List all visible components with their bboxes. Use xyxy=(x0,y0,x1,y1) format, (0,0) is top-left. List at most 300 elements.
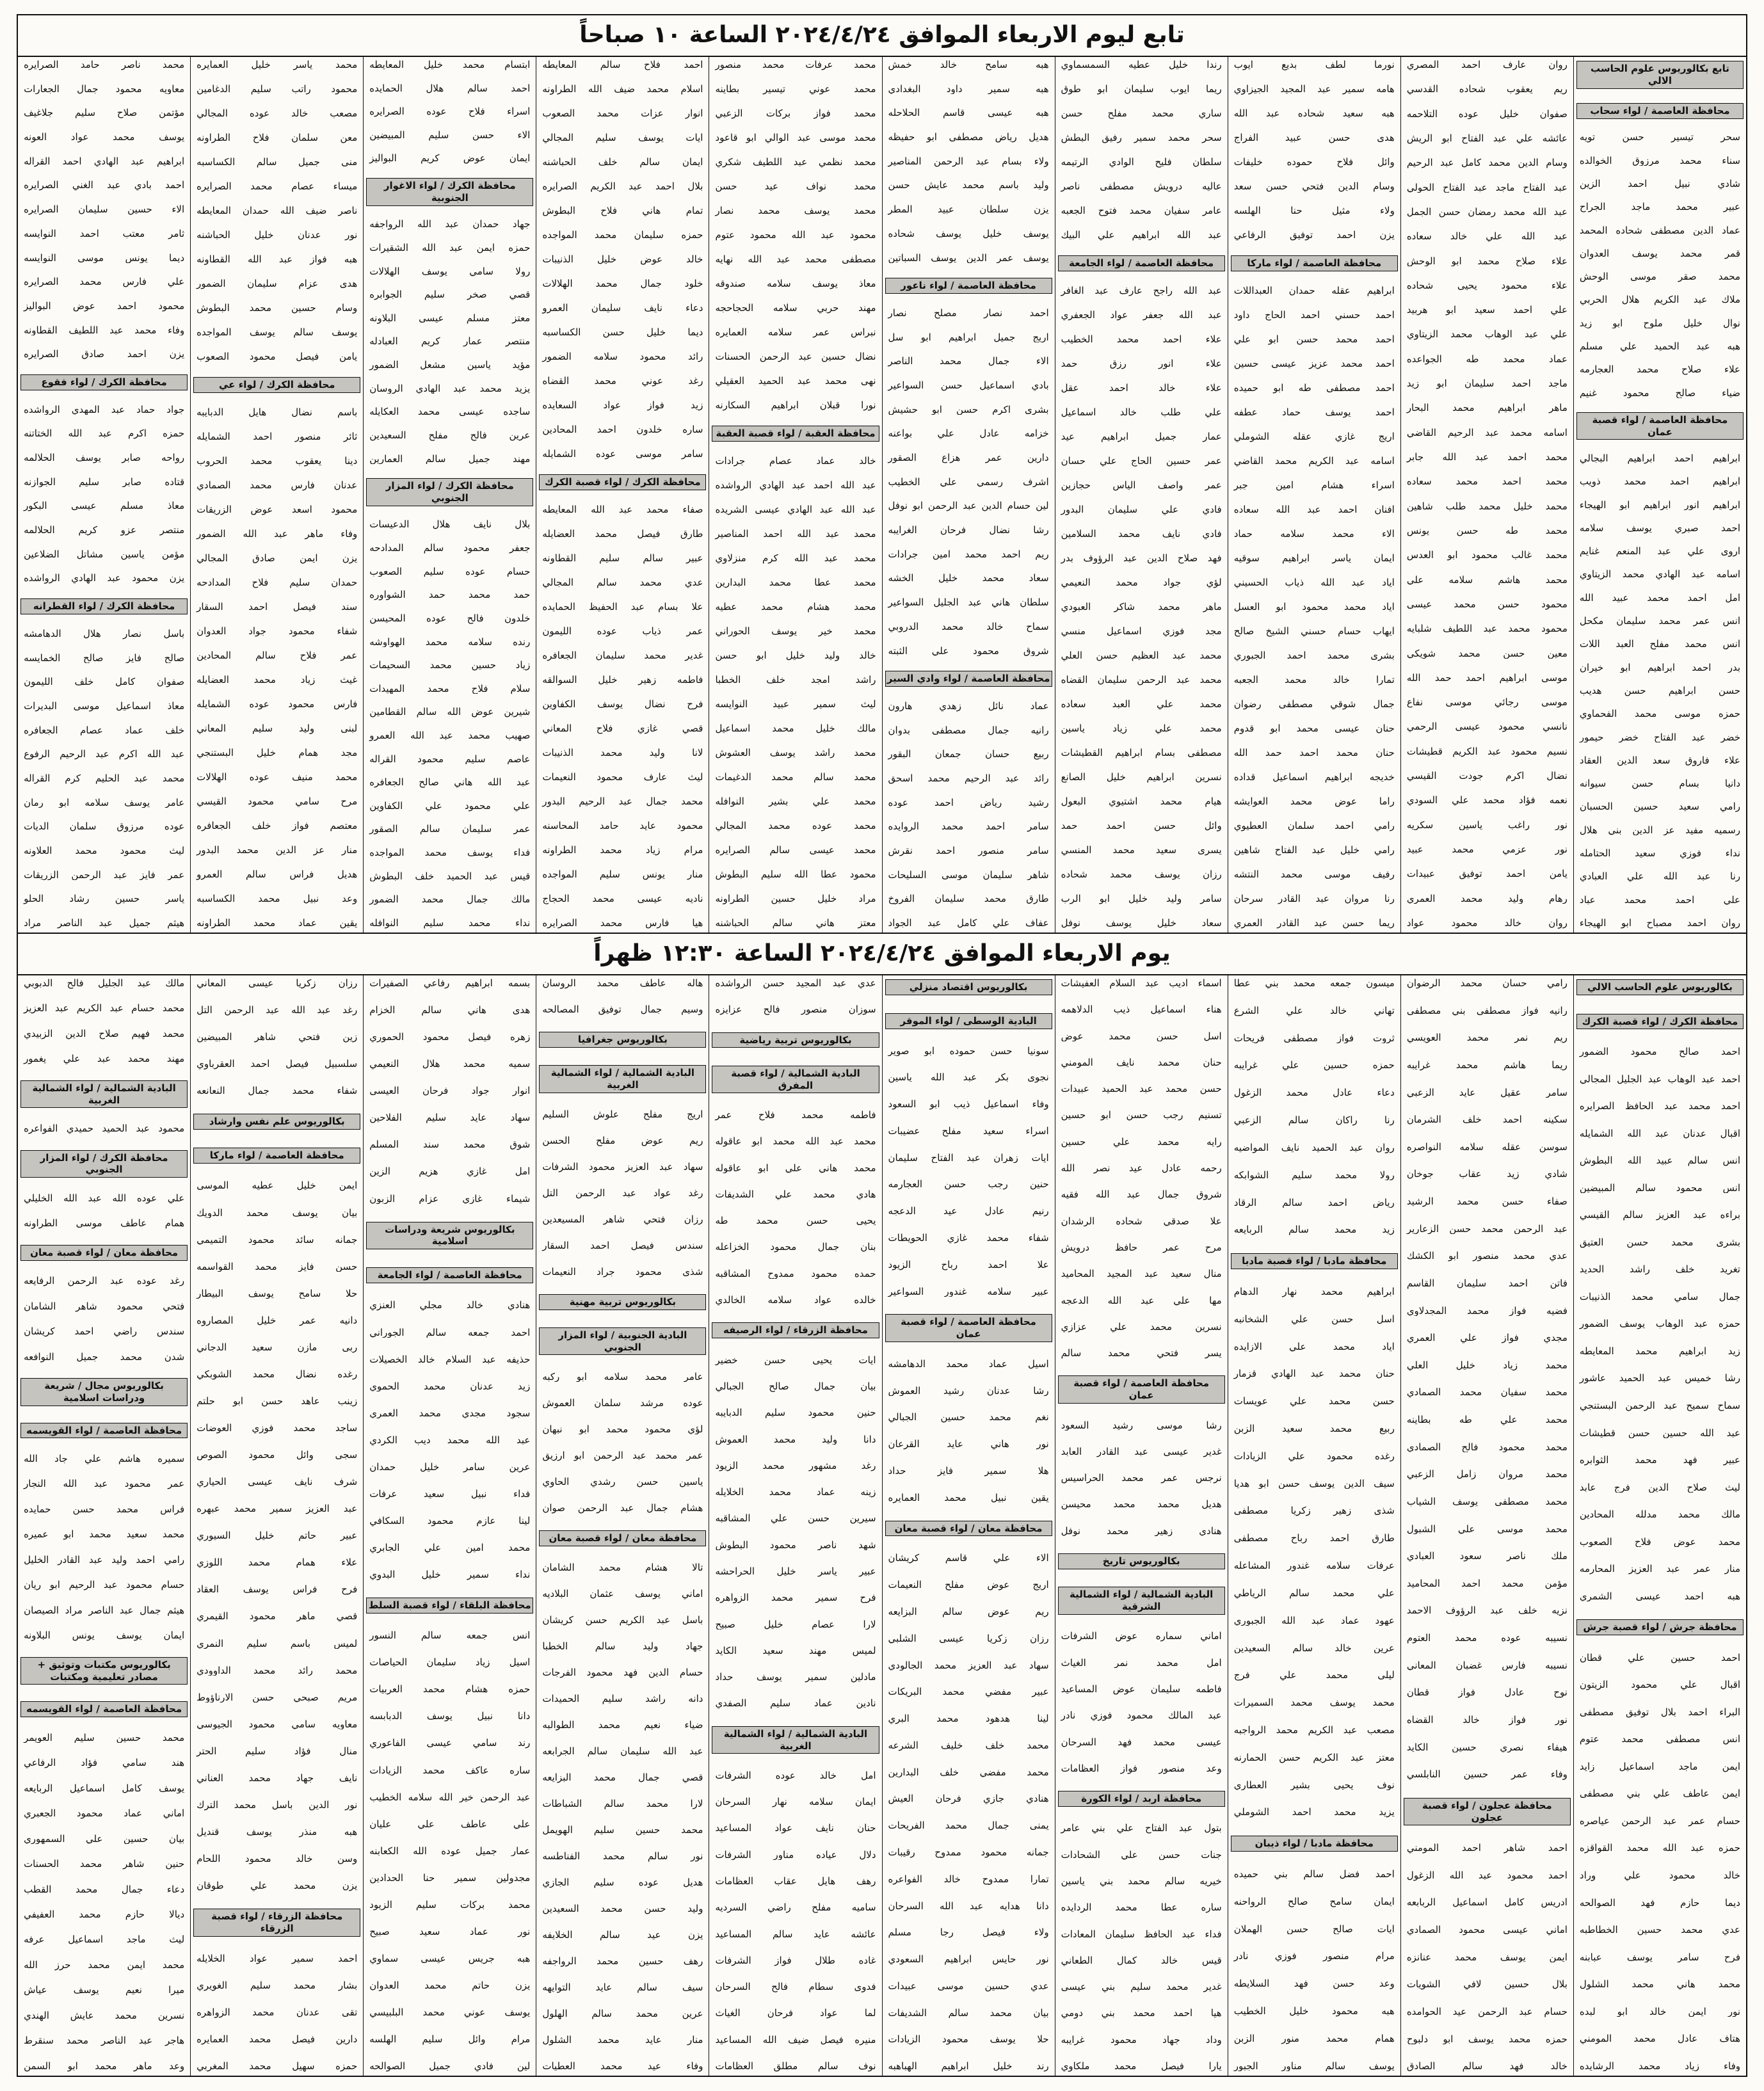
name-row: شاهر سليمان موسى السليحات xyxy=(888,870,1049,881)
name-row: نداء محمد سليم النوافله xyxy=(369,918,531,929)
name-row: وائل فلاح حموده خليفات xyxy=(1233,157,1395,168)
name-row: يزن ايمن صادق المجالي xyxy=(196,554,358,564)
name-row: منار عز الدين محمد البدور xyxy=(196,845,358,856)
section-header: محافظة مادبا / لواء قصبة مادبا xyxy=(1231,1253,1398,1269)
name-row: وفاء ماهر عبد الله الضمور xyxy=(196,529,358,540)
name-row: عدي عبد المجيد حسن الرواشده xyxy=(715,979,876,989)
names-column xyxy=(709,975,881,2076)
name-row: يحيى حسن محمد طه xyxy=(715,1216,876,1226)
name-row: حمزه محمد يوسف ابو دلبوح xyxy=(1406,2034,1568,2045)
name-row: مجدولين سمير حنا الحدادين xyxy=(369,1873,531,1884)
name-row: محمد عرفات محمد منصور xyxy=(715,60,876,70)
name-row: مرح عمر حافظ درويش xyxy=(1061,1242,1222,1253)
name-row: ساري محمد مفلح حسن xyxy=(1061,109,1222,119)
name-row: نسيبه عوده محمد العتوم xyxy=(1406,1633,1568,1644)
name-row: اياد محمد محمود ابو العسل xyxy=(1233,602,1395,613)
name-row: احمد عبد الوهاب عبد الجليل المجالي xyxy=(1579,1074,1740,1085)
names-column xyxy=(18,975,190,2076)
name-row: ابراهيم محمد نهار الدهام xyxy=(1233,1286,1395,1297)
name-row: وعد منصور فواز العظامات xyxy=(1061,1763,1222,1774)
name-row: يارا فيصل محمد ملكاوي xyxy=(1061,2062,1222,2072)
name-row: ايات يوسف سليم المجالي xyxy=(542,133,703,143)
section-header: محافظة عجلون / لواء قصبة عجلون xyxy=(1404,1798,1571,1826)
name-row: محمد امين علي الجابري xyxy=(369,1543,531,1553)
name-row: مصعب خالد عوده المجالي xyxy=(196,109,358,119)
banner-noon-session: يوم الاربعاء الموافق ٢٠٢٤/٤/٢٤ الساعة ١٢:٣٠ ظهراً xyxy=(18,933,1746,975)
name-row: انس مصطفى محمد عتوم xyxy=(1579,1734,1740,1745)
name-row: محمد عوني تيسير بطاينه xyxy=(715,84,876,95)
name-row: ثائر منصور احمد الشمايله xyxy=(196,432,358,442)
name-row: احمد يوسف حماد عطفه xyxy=(1233,408,1395,418)
name-row: ابراهيم انور ابراهيم ابو الهيجاء xyxy=(1579,500,1740,511)
name-row: باسل عبد الكريم حسن كريشان xyxy=(542,1615,703,1626)
name-row: عاصم سليم محمود القراله xyxy=(369,754,531,765)
name-row: بلال حسين لافي الشويات xyxy=(1406,1980,1568,1990)
name-row: هنادي خالد مجلي العنزي xyxy=(369,1301,531,1311)
name-row: شيرين عوض الله سالم القطامين xyxy=(369,707,531,718)
name-row: علاء احمد محمد الخطيب xyxy=(1061,335,1222,345)
name-row: جعفر محمود سالم المدادحه xyxy=(369,543,531,554)
name-row: شفاء محمد جمال النعانعه xyxy=(196,1086,358,1096)
name-row: علاء صلاح محمد العجارمه xyxy=(1579,365,1740,376)
name-row: رسميه مفيد عز الدين بني هلال xyxy=(1579,825,1740,836)
name-row: نسيم محمود عبد الكريم قطيشات xyxy=(1406,746,1568,757)
name-row: ميساء عصام محمد الصرايره xyxy=(196,182,358,192)
name-row: اريج غازي عقله الشوملي xyxy=(1233,432,1395,442)
name-row: هبه محمود خليل الخطيب xyxy=(1233,2007,1395,2017)
name-row: محمد حسين سليم الهويمل xyxy=(542,1825,703,1836)
name-row: رغد عبد الله عبد الرحمن التل xyxy=(196,1005,358,1016)
name-row: امل محمد نمر الغياث xyxy=(1061,1658,1222,1669)
name-row: نسيبه فارس غضبان المعاني xyxy=(1406,1660,1568,1671)
name-row: تمارا ممدوح خالد الفواعره xyxy=(888,1874,1049,1885)
name-row: جهاد وليد سالم الخطبا xyxy=(542,1641,703,1652)
name-row: مرام وائل سليم الهلسه xyxy=(369,2035,531,2045)
section-header: محافظة معان / لواء قصبة معان xyxy=(885,1521,1052,1537)
name-row: ايهاب حسام حسني الشيخ صالح xyxy=(1233,627,1395,637)
name-row: اسامه عبد الكريم محمد القاضي xyxy=(1233,456,1395,467)
name-row: بنان جمال محمود الخزاعله xyxy=(715,1242,876,1253)
section-header: البادية الشمالية / لواء الشمالية الشرقية xyxy=(1058,1587,1225,1615)
name-row: رغده نضال محمد الشوبكي xyxy=(196,1369,358,1380)
name-row: عبير ياسر خليل الحراحشه xyxy=(715,1566,876,1577)
section-header: محافظة الكرك / لواء عي xyxy=(193,377,360,393)
name-row: حنين رجب حسن العجارمه xyxy=(888,1180,1049,1190)
name-row: دينا يعقوب محمد الحروب xyxy=(196,456,358,467)
name-row: طارق محمد سليمان الفروخ xyxy=(888,894,1049,905)
name-row: شروق محمود علي الثبته xyxy=(888,646,1049,657)
name-row: نوف سالم مطلق العظامات xyxy=(715,2062,876,2072)
name-row: احمد محمد حسن ابو علي xyxy=(1233,335,1395,345)
name-row: زين فتحي شاهر المبيضين xyxy=(196,1032,358,1043)
name-row: رايه محمد علي حسين xyxy=(1061,1137,1222,1148)
name-row: صفوان خليل عوده التلاحمه xyxy=(1406,109,1568,120)
name-row: لين حسام الدين عبد الرحمن ابو نوفل xyxy=(888,501,1049,512)
name-row: معاذ مسلم عيسى البكور xyxy=(24,501,185,512)
name-row: سونيا حسن حموده ابو صوير xyxy=(888,1046,1049,1057)
name-row: عرين خالد سالم السعيدين xyxy=(1233,1643,1395,1654)
name-row: محمد فهيم صلاح الدين الزبيدي xyxy=(24,1029,185,1039)
name-row: حسن محمد علي عويسات xyxy=(1233,1397,1395,1407)
name-row: هدى هاني سالم الخزام xyxy=(369,1005,531,1016)
name-row: افنان احمد عبد الله سعاده xyxy=(1233,505,1395,515)
name-row: عبد الرحمن خير الله سلامه الخطيب xyxy=(369,1792,531,1803)
name-row: فادي علي سليمان البدور xyxy=(1061,505,1222,515)
name-row: منال سعيد عبد المجيد المحاميد xyxy=(1061,1269,1222,1280)
name-row: محمد هاني علي ابو عاقوله xyxy=(715,1163,876,1174)
name-row: اسماء اديب عبد السلام العفيشات xyxy=(1061,979,1222,989)
name-row: روان احمد مصباح ابو الهيجاء xyxy=(1579,918,1740,929)
name-row: مريم صبحي حسن الارناؤوط xyxy=(196,1692,358,1703)
name-row: سكينه احمد خلف الشرمان xyxy=(1406,1115,1568,1125)
name-row: سامر وليد خليل ابو الرب xyxy=(1061,894,1222,904)
name-row: محمد زياد خليل العلي xyxy=(1406,1360,1568,1371)
name-row: سناء محمد مرزوق الخوالده xyxy=(1579,156,1740,166)
name-row: سوزان منصور فالح عزايزه xyxy=(715,1005,876,1016)
name-row: وسام حسين محمد البطوش xyxy=(196,303,358,314)
name-row: غاده طلال فواز الشرفات xyxy=(715,1955,876,1966)
name-row: دانا هدايه عبد الله السرحان xyxy=(888,1901,1049,1912)
name-row: ايمن خليل عطيه الموسى xyxy=(196,1181,358,1192)
name-row: احمد نصار مصلح نصار xyxy=(888,308,1049,319)
name-row: نور عدنان خليل الحباشنه xyxy=(196,230,358,241)
name-row: مجدي فواز علي العمري xyxy=(1406,1333,1568,1343)
name-row: هبه فواز عبد الله القطاونه xyxy=(196,255,358,265)
name-row: يزن عيد سالم الخلايفه xyxy=(542,1930,703,1941)
name-row: يزيد محمد احمد الشوملي xyxy=(1233,1807,1395,1818)
name-row: الاء حسن سليم المبيضين xyxy=(369,130,531,141)
section-header: البادية الجنوبية / لواء المزار الجنوبي xyxy=(539,1327,706,1356)
name-row: سلطان هاني عبد الجليل السواعير xyxy=(888,598,1049,608)
name-row: نسرين محمد عايش الهندي xyxy=(24,2010,185,2021)
section-header: محافظة جرش / لواء قصبة جرش xyxy=(1576,1619,1744,1635)
name-row: وسام الدين محمد كامل عبد الرحيم xyxy=(1406,158,1568,168)
name-row: اريج جميل ابراهيم ابو سل xyxy=(888,332,1049,343)
name-row: احمد بادي عبد الغني الصرايره xyxy=(24,180,185,191)
name-row: ولاء بسام عبد الرحمن المناصير xyxy=(888,156,1049,167)
name-row: ماهر ابراهيم محمد البحار xyxy=(1406,403,1568,414)
name-row: مهند جميل سالم العمارين xyxy=(369,454,531,465)
name-row: ملك ناصر سعود العبادي xyxy=(1406,1551,1568,1562)
name-row: علي فارس محمد الصرايره xyxy=(24,277,185,287)
name-row: سحر محمد سمير رفيق البطش xyxy=(1061,133,1222,143)
name-row: رائد محمود سلامه الضمور xyxy=(542,352,703,362)
name-row: صفاء حسن محمد الرشيد xyxy=(1406,1197,1568,1207)
name-row: محمود حسن محمد عيسى xyxy=(1406,599,1568,610)
section-header: البادية الشمالية / لواء الشمالية الغربية xyxy=(539,1065,706,1093)
name-row: رنا عبد الله علي العبادي xyxy=(1579,872,1740,883)
name-row: يوسف سالم يوسف المواجده xyxy=(196,328,358,338)
name-row: محمد احمد عبد الله جابر xyxy=(1406,453,1568,463)
name-row: حمزه عبد الله محمد القواقزه xyxy=(1579,1843,1740,1854)
name-row: عهود عماد عبد الله الجبوري xyxy=(1233,1615,1395,1626)
name-row: محمد صقر موسى الوحش xyxy=(1579,272,1740,282)
name-row: سجود مجدي محمد العمري xyxy=(369,1408,531,1419)
names-column xyxy=(536,975,709,2076)
name-row: ابراهيم احمد ابراهيم البجالي xyxy=(1579,453,1740,464)
name-row: عمر سليمان سالم الصقور xyxy=(369,824,531,835)
name-row: محمد طه حسن يونس xyxy=(1406,525,1568,536)
names-column xyxy=(363,57,536,933)
name-row: حمدان سليم فلاح المدادحه xyxy=(196,578,358,588)
name-row: محمود راتب سليم الدغامين xyxy=(196,84,358,95)
name-row: مالك عبد الجليل فالح الدبوبي xyxy=(24,979,185,989)
name-row: لؤي محمود محمد ابو نبهان xyxy=(542,1424,703,1435)
section-header: محافظة الكرك / لواء المزار الجنوبي xyxy=(20,1150,188,1178)
name-row: ضياء صالح محمود غنيم xyxy=(1579,388,1740,399)
name-row: ابتسام محمد خليل المعايطه xyxy=(369,60,531,70)
name-row: معتصم فواز خلف الجعافره xyxy=(196,821,358,831)
name-row: زيد عدنان محمد الحموي xyxy=(369,1381,531,1392)
section-header: محافظة العاصمة / لواء الجامعة xyxy=(366,1267,533,1283)
name-row: ديما حازم فهد الصوالحه xyxy=(1579,1898,1740,1909)
name-row: محمد موسى علي الشبول xyxy=(1406,1524,1568,1535)
name-row: زياد حسين محمد السحيمات xyxy=(369,661,531,671)
name-row: رغد مشهور محمد الزيود xyxy=(715,1461,876,1471)
name-row: يزن سلطان عبيد المطر xyxy=(888,205,1049,215)
name-row: سامر عقيل عايد الزعبي xyxy=(1406,1087,1568,1098)
name-row: سلسبيل فيصل احمد العقرباوي xyxy=(196,1059,358,1070)
name-row: رياض احمد سالم الرقاد xyxy=(1233,1198,1395,1208)
name-row: سيرين حسن علي المشاقبه xyxy=(715,1514,876,1525)
name-row: محمد رائد محمد الداوودي xyxy=(196,1665,358,1676)
name-row: يمنى جمال محمد الفريحات xyxy=(888,1821,1049,1831)
name-row: روان عارف احمد المصري xyxy=(1406,60,1568,70)
name-row: رند سامي عيسى الفاعوري xyxy=(369,1738,531,1749)
name-row: انس عمر محمد سليمان مكحل xyxy=(1579,616,1740,627)
name-row: وعد حسن فهد السلايطه xyxy=(1233,1979,1395,1989)
name-row: وليد حسن محمد السعيدين xyxy=(542,1904,703,1914)
name-row: عدي محمد حسين الخطاطبه xyxy=(1579,1925,1740,1935)
name-row: بلال احمد عبد الكريم الصرايره xyxy=(542,182,703,192)
name-row: ربيع حسان جمعان البقور xyxy=(888,749,1049,760)
name-row: خديجه ابراهيم اسماعيل قداده xyxy=(1233,773,1395,783)
name-row: يزن محمد علي طوقان xyxy=(196,1881,358,1891)
name-row: هيا فارس محمد الصرايره xyxy=(542,918,703,929)
section-header: محافظة العاصمة / لواء القويسمه xyxy=(20,1701,188,1717)
name-row: اسراء سعيد مفلح عضيبات xyxy=(888,1126,1049,1137)
name-row: منار يونس سليم المواجده xyxy=(542,870,703,880)
name-row: حسن فايز محمد القواسمه xyxy=(196,1262,358,1272)
name-row: ولاء فيصل رجا مسلم xyxy=(888,1928,1049,1939)
name-row: رشا موسى رشيد السعود xyxy=(1061,1420,1222,1431)
name-row: محمود اسعد عوض الزريقات xyxy=(196,505,358,515)
name-row: وعد نبيل محمد الكساسبه xyxy=(196,894,358,904)
name-row: علا صدقي شحاده الرشدان xyxy=(1061,1216,1222,1227)
section-header: البادية الشمالية / لواء الشمالية الغربية xyxy=(712,1726,879,1754)
name-row: اسامه عبد الهادي محمد الزيتاوي xyxy=(1579,570,1740,581)
name-row: عبد الله ابراهيم علي البيك xyxy=(1061,230,1222,241)
name-row: زينه عماد محمد الخلايله xyxy=(715,1487,876,1498)
name-row: قتاده صابر سليم الجوازنه xyxy=(24,477,185,488)
name-row: نانسي محمود عيسى الرحمي xyxy=(1406,722,1568,733)
name-row: محمد سعيد محمد ابو عميره xyxy=(24,1530,185,1541)
name-row: عمر فايز عبد الرحمن الزريقات xyxy=(24,870,185,881)
name-row: رامي خليل عبد الفتاح شاهين xyxy=(1233,845,1395,856)
name-row: احمد مصطفى طه ابو حميده xyxy=(1233,383,1395,394)
name-row: هبه عيسى قاسم الحلاحله xyxy=(888,108,1049,119)
name-row: علاء انور رزق حمد xyxy=(1061,359,1222,369)
name-row: محمد علي طه بطاينه xyxy=(1406,1415,1568,1425)
name-row: علاء فاروق سعد الدين العقاد xyxy=(1579,755,1740,766)
name-row: ليث عارف محمود النعيمات xyxy=(542,773,703,783)
name-row: زيد ابراهيم محمد المعايطه xyxy=(1579,1346,1740,1357)
name-row: زهره فيصل محمود الحموري xyxy=(369,1032,531,1043)
name-row: نورا قبلان ابراهيم السكارنه xyxy=(715,401,876,411)
name-row: محمد عبد العظيم حسن العلي xyxy=(1061,651,1222,661)
name-row: شادي زيد عقاب جوخان xyxy=(1406,1169,1568,1180)
name-row: عبير فهد محمد الثوابره xyxy=(1579,1455,1740,1466)
name-row: بادي اسماعيل حسن السواعير xyxy=(888,380,1049,391)
name-row: محمد هاني محمد الشلول xyxy=(1579,1980,1740,1990)
name-row: مالك خليل محمد اسماعيل xyxy=(715,724,876,734)
name-row: منار عمر عبد العزيز المحارمه xyxy=(1579,1564,1740,1574)
name-row: شدن محمد جميل النوافعه xyxy=(24,1352,185,1363)
name-row: محمد احمد محمد سعاده xyxy=(1406,477,1568,488)
name-row: محمد علي بشير النوافله xyxy=(715,797,876,807)
name-row: محمود عبد الحميد حميدي الفواعره xyxy=(24,1124,185,1134)
name-row: احمد محمد عزيز عيسى حسين xyxy=(1233,359,1395,369)
name-row: مجد همام خليل البستنجي xyxy=(196,748,358,758)
section-header: بكالوريوس علوم الحاسب الالي xyxy=(1576,979,1744,995)
name-row: هيفاء نصري حسين الكايد xyxy=(1406,1742,1568,1753)
section-header: تابع بكالوريوس علوم الحاسب الالي xyxy=(1576,61,1744,89)
name-row: اسلام محمد ضيف الله الطراونه xyxy=(542,84,703,95)
name-row: منتصر عزو كريم الحلالمه xyxy=(24,525,185,536)
names-column xyxy=(18,57,190,933)
section-header: البادية الشمالية / لواء قصبة المفرق xyxy=(712,1066,879,1094)
name-row: هنادي جازي فرحان العيش xyxy=(888,1794,1049,1805)
name-row: شفاء محمود جواد العدوان xyxy=(196,627,358,637)
name-row: حنان نايف عواد المساعيد xyxy=(715,1823,876,1834)
name-row: معتز هاني سالم الحباشنه xyxy=(715,918,876,929)
name-row: عبير سلامه غندور السواعير xyxy=(888,1286,1049,1297)
name-row: بشار محمد سليم الغويري xyxy=(196,1981,358,1991)
name-row: علي عاطف علي عليان xyxy=(369,1819,531,1830)
name-row: يوسف محمد عواد العونه xyxy=(24,132,185,143)
name-row: محمد عوض فلاح الصعوب xyxy=(1579,1537,1740,1548)
name-row: ايمان سلامه نهار السرحان xyxy=(715,1797,876,1807)
name-row: معاذ اسماعيل موسى البديرات xyxy=(24,701,185,712)
name-row: عمر فلاح سالم المحادين xyxy=(196,651,358,661)
name-row: ديما خليل حسن الكساسبه xyxy=(542,328,703,338)
section-header: بكالوريوس مكتبات وتوثيق + مصادر تعليمية ومكتبات xyxy=(20,1657,188,1685)
name-row: محمد نواف عيد حسن xyxy=(715,182,876,192)
name-row: فهد صلاح الدين عبد الرؤوف بدر xyxy=(1061,554,1222,564)
names-grid-noon xyxy=(18,975,1746,2076)
names-column xyxy=(536,57,709,933)
name-row: بسمه ابراهيم رفاعي الصفيرات xyxy=(369,979,531,989)
name-row: ليث ماجد اسماعيل عرفه xyxy=(24,1935,185,1946)
name-row: منار عايد محمد الشلول xyxy=(542,2035,703,2046)
name-row: فرح سمير محمد الزواهره xyxy=(715,1593,876,1604)
name-row: سندس فيصل احمد السقار xyxy=(542,1240,703,1251)
name-row: جمال سامي محمد الذنيبات xyxy=(1579,1292,1740,1302)
name-row: هيثم جمال عبد الناصر مراد الصيصان xyxy=(24,1605,185,1616)
name-row: ايمن يوسف محمد عنانزه xyxy=(1406,1952,1568,1963)
name-row: عماد الدين مصطفى شحاده المحمد xyxy=(1579,225,1740,236)
name-row: علاء محمود يحيى شحاده xyxy=(1406,280,1568,291)
name-row: حسام الدين فهد محمود الفرجات xyxy=(542,1667,703,1678)
name-row: يوسف كامل اسماعيل الربايعه xyxy=(24,1783,185,1794)
name-row: عبد الله حسين حسن قطيشات xyxy=(1579,1428,1740,1439)
name-row: رشا نضال فرحان الغرايبه xyxy=(888,525,1049,536)
name-row: وسيم جمال توفيق المصالحه xyxy=(542,1005,703,1015)
name-row: رانيه فواز مصطفى بني مصطفى xyxy=(1406,1005,1568,1016)
name-row: محمد ناصر حامد الصرايره xyxy=(24,60,185,70)
name-row: اريج مفلح علوش السليم xyxy=(542,1109,703,1120)
name-row: محمد منيف عوده الهلالات xyxy=(196,773,358,783)
name-row: شهد ناصر محمود البطوش xyxy=(715,1540,876,1551)
name-row: نغم محمد حسين الجبالي xyxy=(888,1413,1049,1423)
name-row: انس محمد مفلح العبد اللات xyxy=(1579,639,1740,650)
name-row: محمد موسى عبد الوالي ابو قاعود xyxy=(715,133,876,143)
name-row: سهاد عبد العزيز محمود الشرفات xyxy=(542,1162,703,1173)
name-row: ميرا نعيم يوسف عياش xyxy=(24,1985,185,1996)
name-row: عبد الله جعفر عواد الجعفري xyxy=(1061,310,1222,321)
name-row: عبير سالم سليم القطاونه xyxy=(542,554,703,564)
name-row: خلف عماد عصام الجعافره xyxy=(24,725,185,736)
name-row: ساميه مفلح راضي السرديه xyxy=(715,1903,876,1914)
name-row: ناصر ضيف الله حمدان المعايطه xyxy=(196,206,358,216)
name-row: عمر ذياب عوده الليمون xyxy=(542,627,703,637)
name-row: الاء حسين سليمان الصرايره xyxy=(24,205,185,215)
name-row: ليث محمود محمد العلاونه xyxy=(24,846,185,856)
name-row: امل احمد محمد عبيد الله xyxy=(1579,593,1740,604)
name-row: محمد عبد الله محمد ابو عاقوله xyxy=(715,1137,876,1147)
name-row: خضر عبد الفتاح خضر حيمور xyxy=(1579,732,1740,743)
name-row: علي طلب خالد اسماعيل xyxy=(1061,408,1222,418)
name-row: عمر واصف الياس حجازين xyxy=(1061,481,1222,491)
name-row: محمود عطا الله سليم البطوش xyxy=(715,870,876,880)
name-row: هادي محمد علي الشديفات xyxy=(715,1189,876,1200)
section-header: محافظة العاصمة / لواء قصبة عمان xyxy=(1576,412,1744,440)
name-row: حسام عوده سليم الصعوب xyxy=(369,566,531,577)
name-row: عدي حسين موسى عبيدات xyxy=(888,1981,1049,1992)
name-row: ديما يونس موسى النوايسه xyxy=(24,253,185,264)
name-row: عبير مفضي محمد البريكات xyxy=(888,1687,1049,1698)
name-row: ايات صالح حسن الهملان xyxy=(1233,1924,1395,1935)
name-row: قصي ماهر محمود القيمري xyxy=(196,1612,358,1622)
name-row: مالك جمال محمد الضمور xyxy=(369,895,531,905)
name-row: اسراء هشام امين جبر xyxy=(1233,481,1395,491)
name-row: عماد نائل زهدي هارون xyxy=(888,701,1049,712)
name-row: مصعب عبد الكريم محمد الرواجبه xyxy=(1233,1725,1395,1736)
name-row: محمود عبد الله محمود عتوم xyxy=(715,230,876,241)
section-header: محافظة الكرك / لواء الاغوار الجنوبية xyxy=(366,178,533,206)
name-row: هتاف عادل محمد المومني xyxy=(1579,2034,1740,2044)
name-row: مصطفى بسام ابراهيم القطيشات xyxy=(1061,748,1222,758)
name-row: لانا وليد محمد الذنيبات xyxy=(542,748,703,758)
name-row: رند خليل ابراهيم الهباهبه xyxy=(888,2062,1049,2072)
name-row: رشيد رياض احمد عوده xyxy=(888,797,1049,808)
name-row: عبير محمد ماجد الجراح xyxy=(1579,202,1740,212)
name-row: سامر موسى عوده الشمايله xyxy=(542,449,703,460)
name-row: قمر محمد يوسف العدوان xyxy=(1579,248,1740,259)
name-row: ساجده عيسى محمد العكايله xyxy=(369,407,531,418)
name-row: هناء اسماعيل ذيب الدلاهمه xyxy=(1061,1005,1222,1016)
name-row: انوار عزات محمد الصعوب xyxy=(542,109,703,119)
name-row: محمد بركات سليم الزيود xyxy=(369,1900,531,1911)
name-row: اماني عيسى محمود الصمادي xyxy=(1406,1925,1568,1935)
section-header: بكالوريوس علم نفس وارشاد xyxy=(193,1114,360,1130)
name-row: ربى مازن سعيد الدجاني xyxy=(196,1342,358,1353)
name-row: نضال اكرم جودت القيسي xyxy=(1406,771,1568,781)
name-row: نهى محمد عبد الحميد العقيلي xyxy=(715,376,876,387)
names-column xyxy=(1573,57,1746,933)
name-row: محمد خير يوسف الحوراني xyxy=(715,627,876,637)
name-row: ريم احمد محمد امين جرادات xyxy=(888,549,1049,560)
